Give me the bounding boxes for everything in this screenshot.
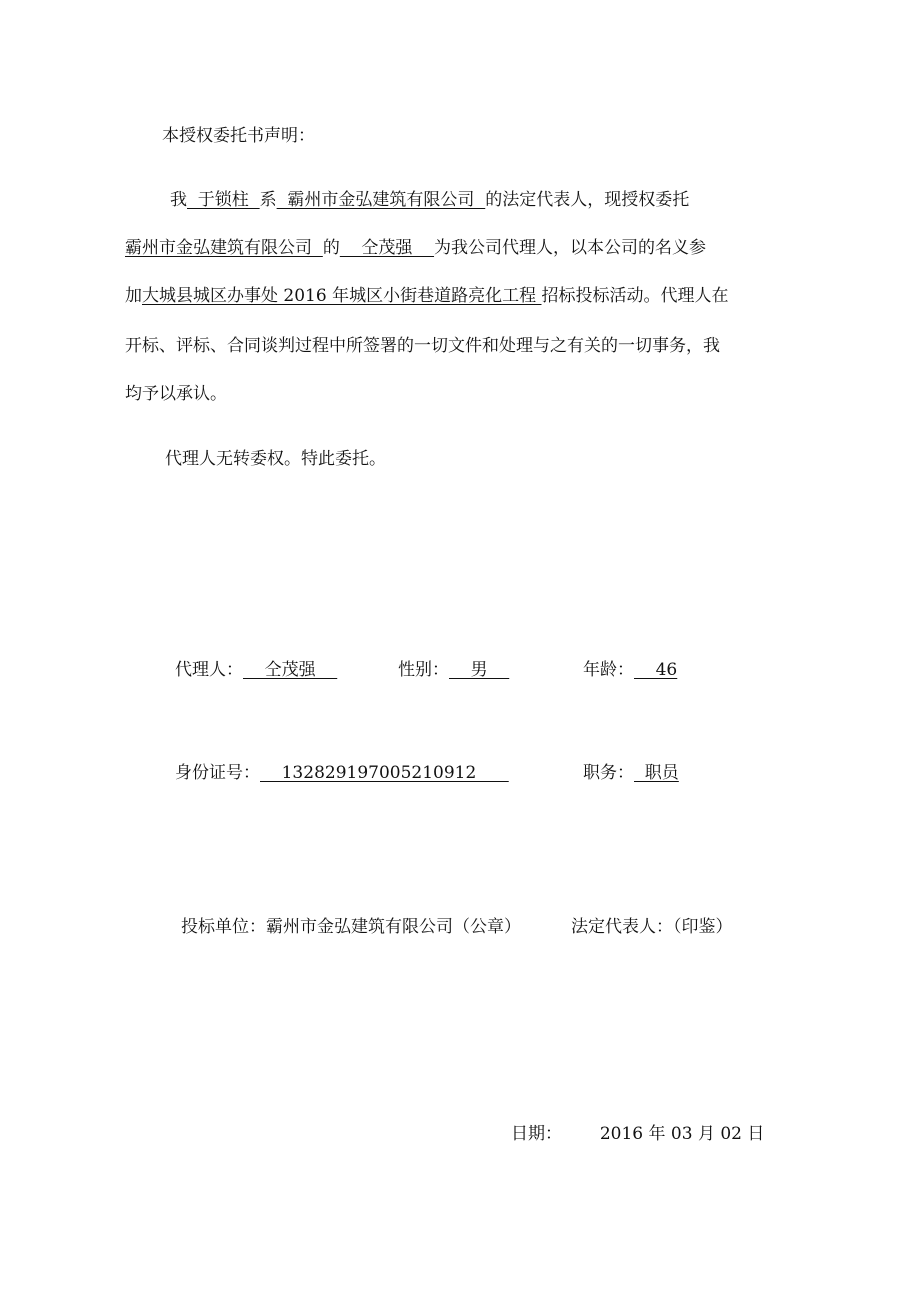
bidder-value: 霸州市金弘建筑有限公司（公章） xyxy=(266,917,521,937)
date-day-unit: 日 xyxy=(747,1124,765,1144)
closing-statement: 代理人无转委权。特此委托。 xyxy=(165,449,386,469)
position-field xyxy=(583,761,679,785)
date-day: 02 xyxy=(720,1124,742,1144)
text: 的法定代表人，现授权委托 xyxy=(485,190,690,210)
agent-name: 仝茂强 xyxy=(339,238,435,258)
gender-value: 男 xyxy=(449,660,510,680)
company-name: 霸州市金弘建筑有限公司 xyxy=(276,190,486,210)
paragraph-line-5: 均予以承认。 xyxy=(125,384,227,404)
date-month: 03 xyxy=(670,1124,693,1144)
paragraph-line-1 xyxy=(170,188,689,212)
id-number-label: 身份证号： xyxy=(175,763,260,783)
age-value: 46 xyxy=(634,660,678,680)
text: 系 xyxy=(259,190,277,210)
text: 加 xyxy=(125,286,142,306)
bidder-label: 投标单位： xyxy=(181,917,266,937)
project-name: 大城县城区办事处 2016 年城区小街巷道路亮化工程 xyxy=(142,286,542,306)
position-label: 职务： xyxy=(583,763,634,783)
paragraph-line-4: 开标、评标、合同谈判过程中所签署的一切文件和处理与之有关的一切事务，我 xyxy=(125,336,720,356)
text: 招标投标活动。代理人在 xyxy=(541,286,729,306)
agent-name-label: 代理人： xyxy=(175,660,243,680)
date-year: 2016 xyxy=(599,1124,644,1144)
position-value: 职员 xyxy=(634,763,679,783)
agent-name-value: 仝茂强 xyxy=(243,660,338,680)
company-name: 霸州市金弘建筑有限公司 xyxy=(125,238,323,258)
agent-name-field xyxy=(175,658,337,682)
age-field xyxy=(583,658,677,682)
date-year-unit: 年 xyxy=(648,1124,666,1144)
legal-representative-seal: 法定代表人：（印鉴） xyxy=(571,917,733,937)
gender-field xyxy=(398,658,509,682)
date-month-unit: 月 xyxy=(697,1124,715,1144)
bidder-field xyxy=(181,915,521,939)
age-label: 年龄： xyxy=(583,660,634,680)
date-field xyxy=(511,1122,764,1146)
id-number-value: 132829197005210912 xyxy=(260,763,509,783)
text: 我 xyxy=(170,190,187,210)
id-number-field xyxy=(175,761,509,785)
heading: 本授权委托书声明： xyxy=(162,126,315,146)
text: 为我公司代理人，以本公司的名义参 xyxy=(434,238,707,258)
paragraph-line-2 xyxy=(125,236,706,260)
gender-label: 性别： xyxy=(398,660,449,680)
text: 的 xyxy=(322,238,340,258)
legal-representative-name: 于锁柱 xyxy=(187,190,260,210)
paragraph-line-3 xyxy=(125,284,728,308)
date-label: 日期： xyxy=(511,1124,562,1144)
